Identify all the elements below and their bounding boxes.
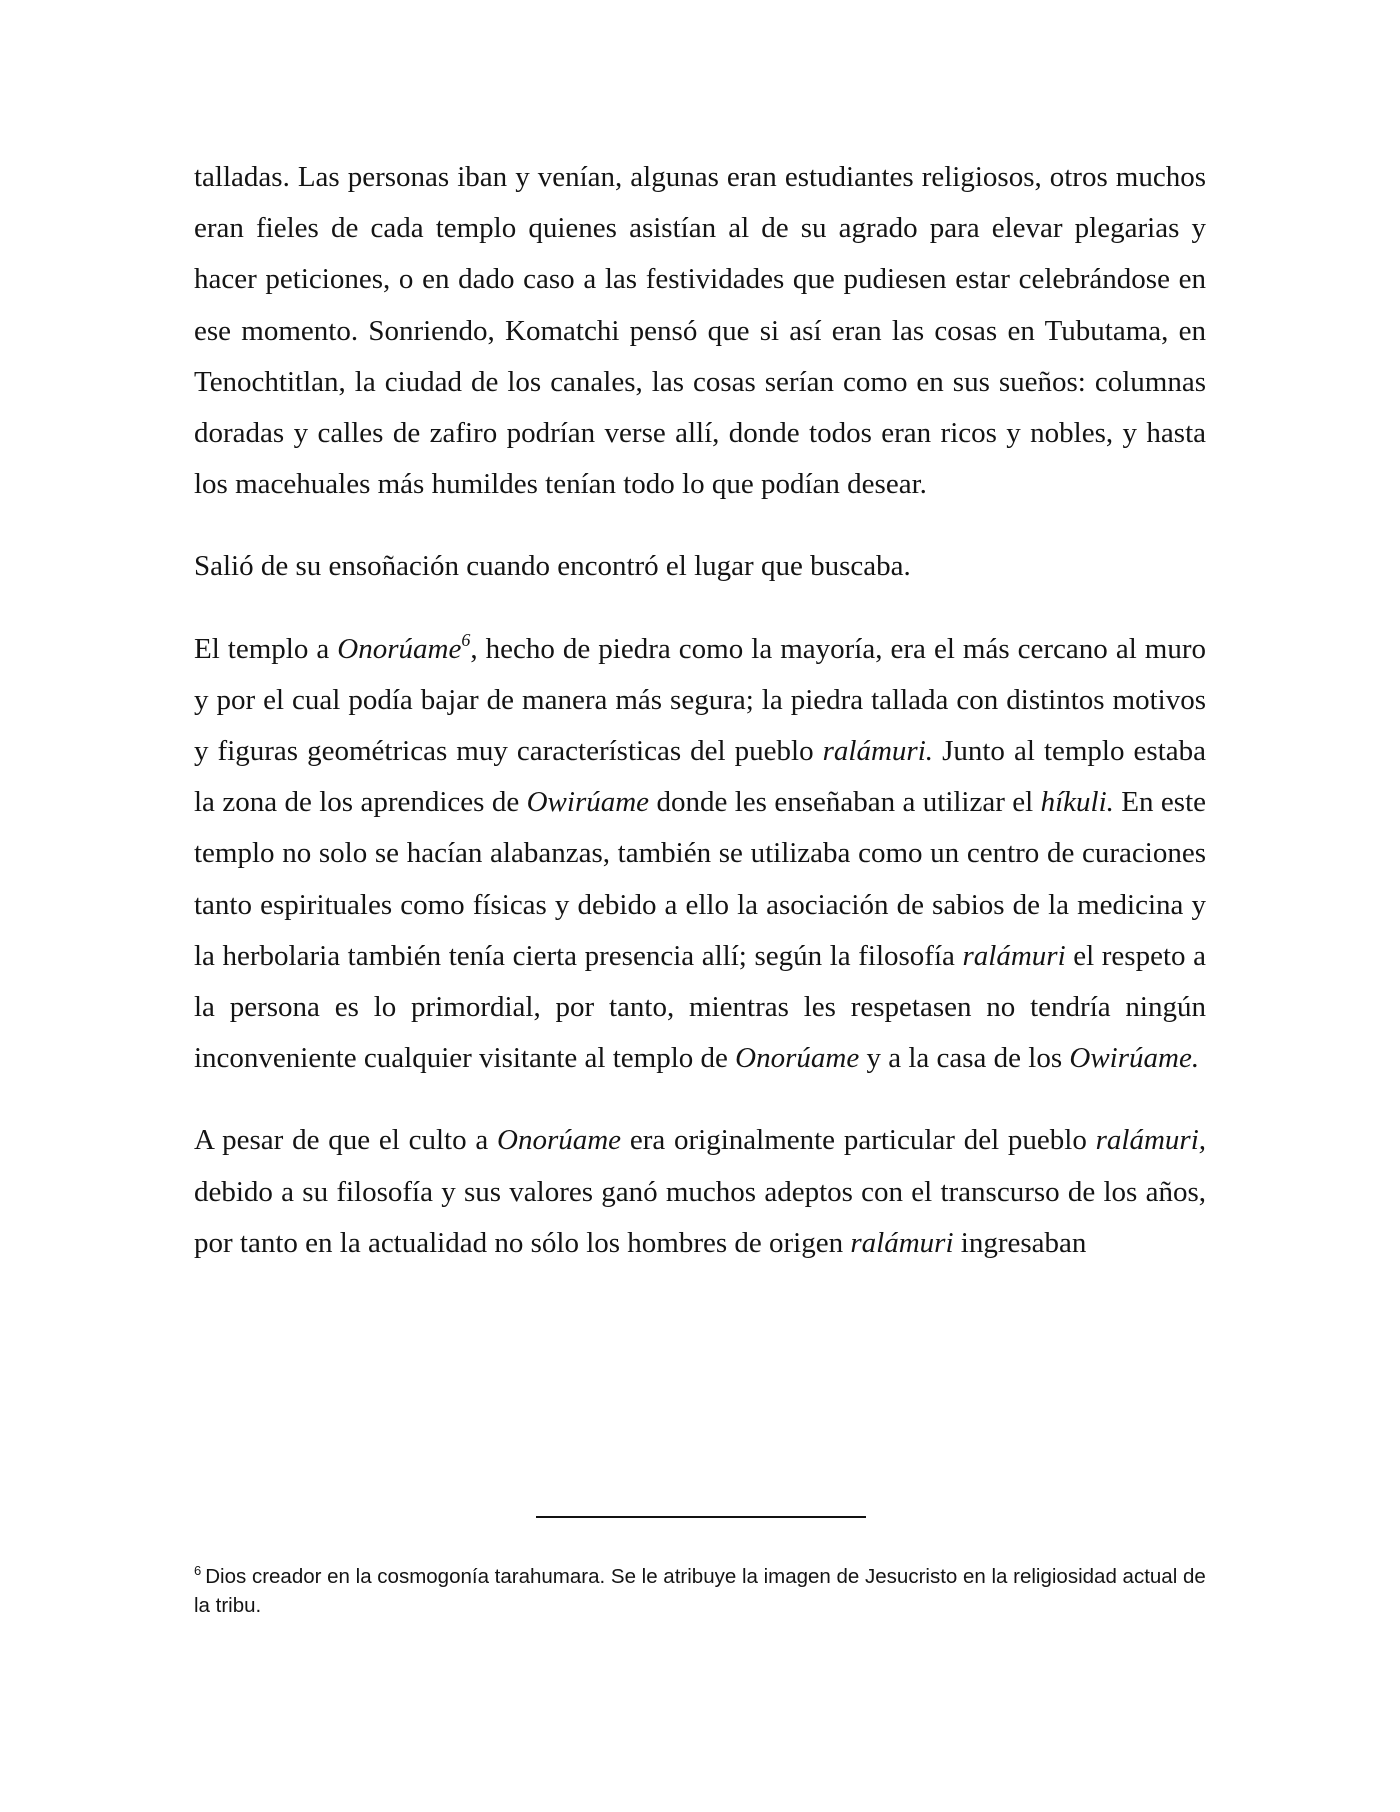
text-run: , hecho de piedra como la mayoría, era el más cercano al muro y por el cual podía bajar de manera más segura; la piedra tallada con distintos motivos y figuras geométricas muy características del pueblo	[194, 632, 1207, 768]
footnote-text: Dios creador en la cosmogonía tarahumara. Se le atribuye la imagen de Jesucristo en la religiosidad actual de la tribu.	[194, 1565, 1206, 1617]
italic-term: ralámuri.	[822, 735, 934, 768]
text-run: Junto al templo estaba la zona de los aprendices de	[194, 735, 1206, 819]
italic-term: Onorúame	[735, 1042, 860, 1075]
italic-term: Onorúame	[497, 1124, 622, 1157]
text-run: era originalmente particular del pueblo	[621, 1124, 1096, 1157]
italic-term: Onorúame	[337, 632, 462, 665]
body-text	[194, 152, 1206, 1300]
text-run: y a la casa de los	[859, 1042, 1070, 1075]
italic-term: ralámuri	[962, 939, 1066, 972]
text-run: El templo a	[194, 632, 338, 665]
text-run: donde les enseñaban a utilizar el	[649, 786, 1041, 819]
italic-term: Owirúame	[526, 786, 650, 819]
paragraph-4	[194, 1115, 1206, 1269]
italic-term: híkuli.	[1040, 786, 1114, 819]
footnote-reference: 6	[461, 629, 471, 650]
text-run: A pesar de que el culto a	[194, 1124, 497, 1157]
paragraph-3	[194, 624, 1206, 1085]
text-run: En este templo no solo se hacían alabanzas, también se utilizaba como un centro de curaciones tanto espirituales como físicas y debido a ello la asociación de sabios de la medicina y la herbolaria también tenía cierta presencia allí; según la filosofía	[194, 786, 1206, 972]
text-run: ingresaban	[953, 1226, 1087, 1259]
footnote-separator	[536, 1516, 866, 1518]
footnote-mark: 6	[194, 1563, 202, 1578]
italic-term: Owirúame.	[1069, 1042, 1200, 1075]
italic-term: ralámuri,	[1095, 1124, 1207, 1157]
italic-term: ralámuri	[850, 1226, 954, 1259]
paragraph-2: Salió de su ensoñación cuando encontró el lugar que buscaba.	[194, 550, 911, 583]
text-run: debido a su filosofía y sus valores ganó muchos adeptos con el transcurso de los años, por tanto en la actualidad no sólo los hombres de origen	[194, 1175, 1206, 1259]
paragraph-1: talladas. Las personas iban y venían, algunas eran estudiantes religiosos, otros muchos eran fieles de cada templo quienes asistían al de su agrado para elevar plegarias y hacer peticiones, o en dado caso a las festividades que pudiesen estar celebrándose en ese momento. Sonriendo, Komatchi pensó que si así eran las cosas en Tubutama, en Tenochtitlan, la ciudad de los canales, las cosas serían como en sus sueños: columnas doradas y calles de zafiro podrían verse allí, donde todos eran ricos y nobles, y hasta los macehuales más humildes tenían todo lo que podían desear.	[194, 161, 1206, 501]
footnote	[194, 1562, 1206, 1620]
text-run: el respeto a la persona es lo primordial, por tanto, mientras les respetasen no tendría ningún inconveniente cualquier visitante al templo de	[194, 939, 1206, 1075]
